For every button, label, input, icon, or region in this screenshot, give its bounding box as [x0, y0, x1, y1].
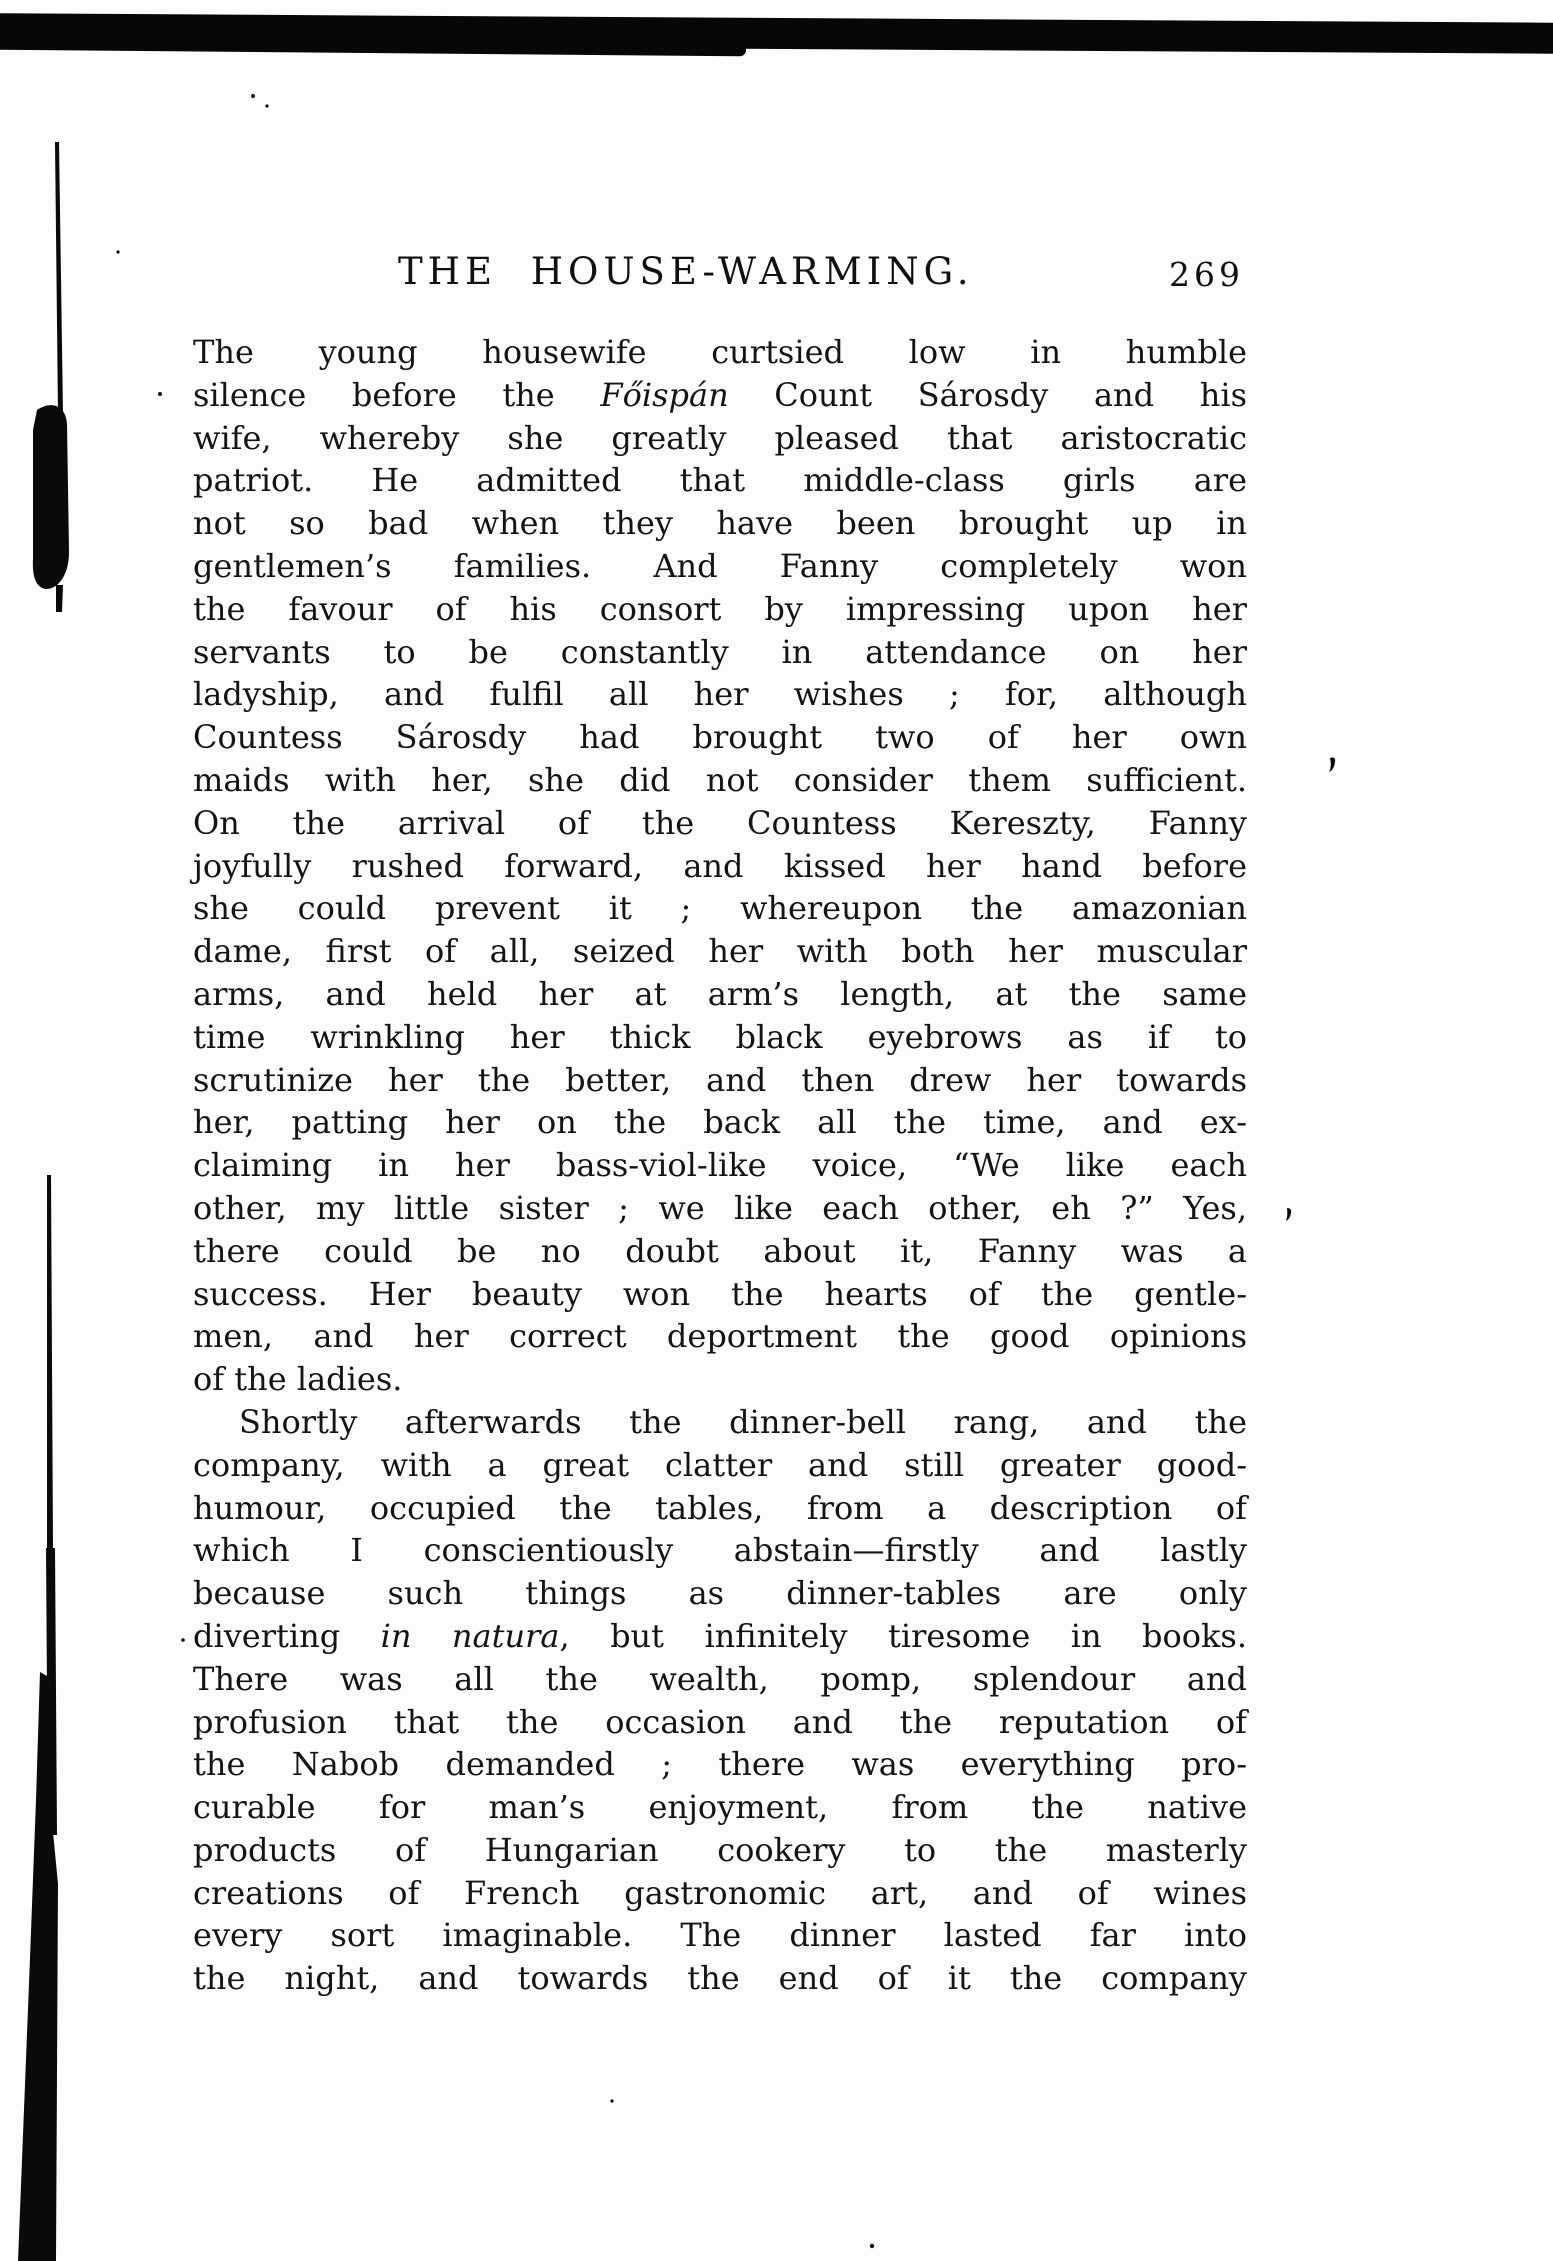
text-segment: There was all the wealth, pomp, splendour and: [193, 1659, 1247, 1698]
text-segment: On the arrival of the Countess Kereszty, Fanny: [193, 803, 1247, 842]
text-line: [193, 1701, 1247, 1744]
text-segment: patriot. He admitted that middle-class girls are: [193, 461, 1247, 500]
text-line: [193, 331, 1247, 374]
text-line: [193, 588, 1247, 631]
text-segment: not so bad when they have been brought up in: [193, 504, 1247, 543]
text-segment: company, with a great clatter and still greater good-: [193, 1445, 1247, 1484]
text-segment: joyfully rushed forward, and kissed her hand before: [193, 846, 1247, 885]
text-segment: there could be no doubt about it, Fanny was a: [193, 1231, 1247, 1270]
text-segment: silence before the: [193, 375, 601, 414]
text-segment: her, patting her on the back all the time, and ex-: [193, 1103, 1247, 1142]
text-line: [193, 1187, 1247, 1230]
text-line: [193, 1487, 1247, 1530]
text-segment: the night, and towards the end of it the company: [193, 1959, 1247, 1998]
text-segment: curable for man’s enjoyment, from the native: [193, 1788, 1247, 1827]
text-line: [193, 417, 1247, 460]
text-segment: which I conscientiously abstain—firstly and lastly: [193, 1531, 1247, 1570]
text-line: [193, 1529, 1247, 1572]
text-line: [193, 1786, 1247, 1829]
text-line: [193, 845, 1247, 888]
text-segment: Shortly afterwards the dinner-bell rang, and the: [239, 1402, 1247, 1441]
text-segment: men, and her correct deportment the good opinions: [193, 1317, 1247, 1356]
text-line: [193, 1658, 1247, 1701]
text-line: [193, 545, 1247, 588]
text-segment: maids with her, she did not consider them sufficient.: [193, 760, 1247, 799]
text-line: [193, 1743, 1247, 1786]
text-segment: humour, occupied the tables, from a description of: [193, 1488, 1247, 1527]
text-segment: scrutinize her the better, and then drew her towards: [193, 1060, 1247, 1099]
text-segment: claiming in her bass-viol-like voice, “We like each: [193, 1146, 1247, 1185]
text-line: [193, 631, 1247, 674]
text-segment: products of Hungarian cookery to the masterly: [193, 1830, 1247, 1869]
italic-text: Főispán: [600, 375, 729, 414]
text-segment: every sort imaginable. The dinner lasted far into: [193, 1916, 1247, 1955]
text-line: [193, 1016, 1247, 1059]
text-segment: the favour of his consort by impressing upon her: [193, 589, 1247, 628]
text-line: [193, 1230, 1247, 1273]
running-header-title: THE HOUSE-WARMING.: [398, 250, 974, 293]
text-segment: she could prevent it ; whereupon the amazonian: [193, 889, 1247, 928]
text-segment: arms, and held her at arm’s length, at the same: [193, 974, 1247, 1013]
text-line: [193, 1315, 1247, 1358]
text-segment: Count Sárosdy and his: [728, 375, 1248, 414]
text-line: [193, 1101, 1247, 1144]
text-line: [193, 1273, 1247, 1316]
text-line: [193, 673, 1247, 716]
text-segment: success. Her beauty won the hearts of the gentle-: [193, 1274, 1247, 1313]
text-line: [193, 1059, 1247, 1102]
text-line: [193, 887, 1247, 930]
text-line: [193, 1144, 1247, 1187]
text-segment: other, my little sister ; we like each other, eh ?” Yes,: [193, 1188, 1247, 1227]
text-segment: profusion that the occasion and the reputation of: [193, 1702, 1247, 1741]
text-segment: the Nabob demanded ; there was everything pro-: [193, 1745, 1247, 1784]
text-line: [193, 1829, 1247, 1872]
text-line: [193, 502, 1247, 545]
text-segment: time wrinkling her thick black eyebrows as if to: [193, 1017, 1247, 1056]
text-line: [193, 1914, 1247, 1957]
page-number: 269: [1169, 255, 1244, 294]
text-line: [193, 1358, 1247, 1401]
text-line: [193, 973, 1247, 1016]
text-segment: because such things as dinner-tables are only: [193, 1574, 1247, 1613]
text-segment: gentlemen’s families. And Fanny completely won: [193, 546, 1247, 585]
text-line: [193, 759, 1247, 802]
text-line: [193, 1444, 1247, 1487]
text-segment: ladyship, and fulfil all her wishes ; for, although: [193, 675, 1247, 714]
italic-text: in natura: [380, 1616, 560, 1655]
text-segment: , but infinitely tiresome in books.: [559, 1616, 1248, 1655]
text-segment: The young housewife curtsied low in humble: [193, 333, 1247, 371]
text-line: [193, 1572, 1247, 1615]
text-segment: dame, first of all, seized her with both her muscular: [193, 932, 1247, 971]
text-segment: Countess Sárosdy had brought two of her own: [193, 718, 1247, 757]
text-line: [193, 802, 1247, 845]
text-line: [193, 1872, 1247, 1915]
text-segment: servants to be constantly in attendance on her: [193, 632, 1247, 671]
text-line: [193, 459, 1247, 502]
text-line: [193, 374, 1247, 417]
text-line: [193, 716, 1247, 759]
text-line: [193, 930, 1247, 973]
text-segment: of the ladies.: [193, 1360, 403, 1399]
text-segment: diverting: [193, 1616, 381, 1655]
text-line: [193, 1615, 1247, 1658]
text-segment: wife, whereby she greatly pleased that aristocratic: [193, 418, 1247, 457]
text-line: [193, 1401, 1247, 1444]
page-body: [193, 331, 1247, 2000]
text-line: [193, 1957, 1247, 2000]
text-segment: creations of French gastronomic art, and of wines: [193, 1873, 1247, 1912]
